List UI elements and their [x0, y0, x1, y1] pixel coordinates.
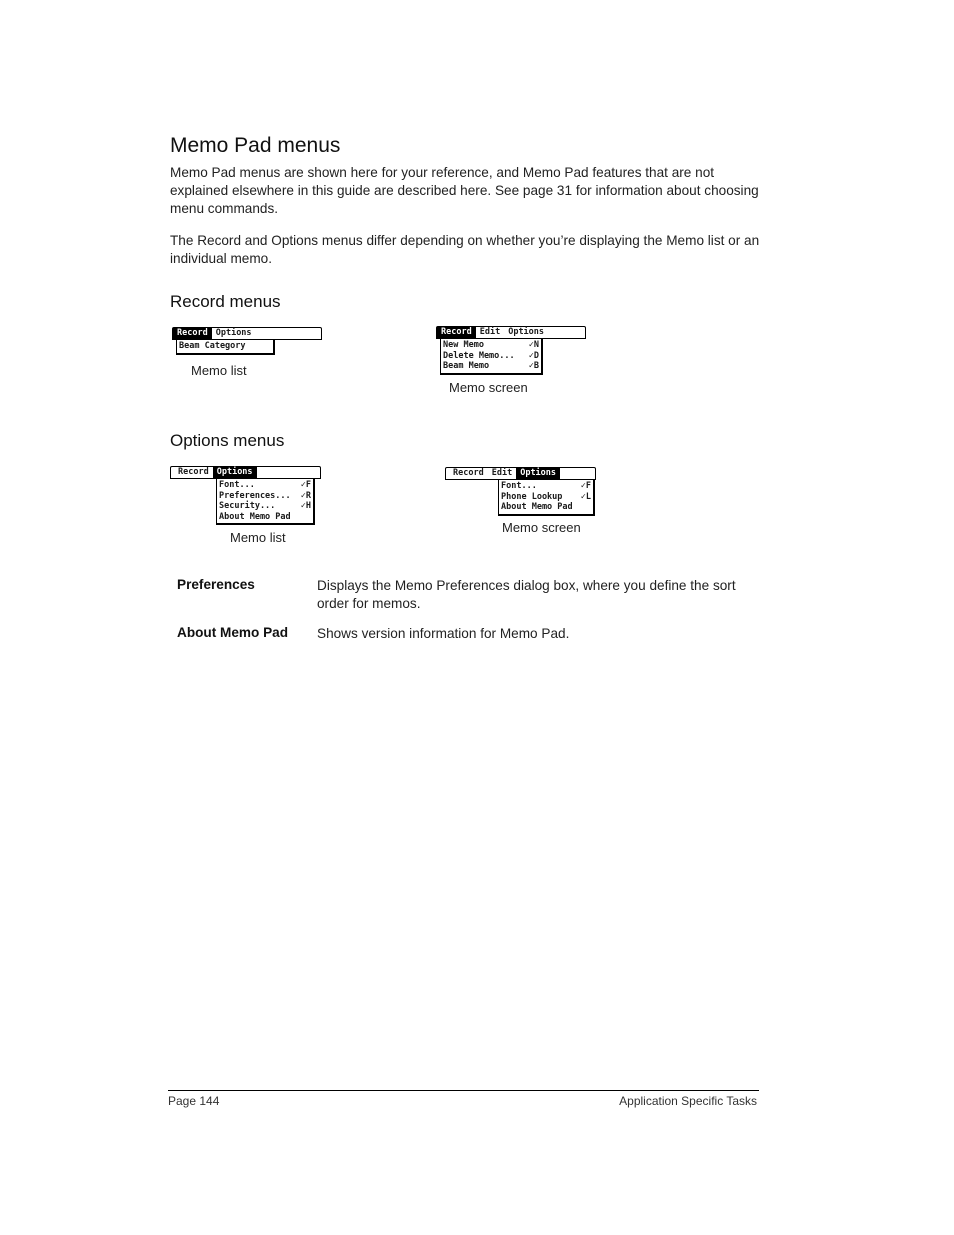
- definition-description: Displays the Memo Preferences dialog box, where you define the sort order for memos.: [317, 578, 736, 611]
- menu-bar-options: Options: [516, 468, 560, 479]
- definition-term: About Memo Pad: [177, 625, 289, 640]
- menu-bar-record: Record: [173, 328, 212, 339]
- figure-caption: Memo screen: [502, 520, 581, 535]
- definition-description: Shows version information for Memo Pad.: [317, 626, 570, 641]
- menu-bar-options: Options: [508, 327, 545, 337]
- options-menu-dropdown: [216, 478, 315, 525]
- record-menu-dropdown: [440, 338, 543, 375]
- options-menus-heading: Options menus: [170, 431, 285, 450]
- record-menu-dropdown: [176, 339, 275, 355]
- menu-bar-record: Record: [437, 327, 476, 338]
- menu-item-font: Font... ✓F: [501, 481, 591, 491]
- definition-term: Preferences: [177, 577, 255, 592]
- figure-caption: Memo list: [191, 363, 247, 378]
- intro-paragraph-2: The Record and Options menus differ depending on whether you’re displaying the Memo list or an individual memo.: [170, 233, 760, 266]
- menu-item-about: About Memo Pad: [501, 502, 573, 512]
- menu-bar-options: Options: [215, 328, 252, 338]
- figure-caption: Memo screen: [449, 380, 528, 395]
- options-menu-dropdown: [498, 479, 595, 516]
- menu-bar-options: Options: [213, 467, 257, 478]
- menu-bar-record: Record: [453, 468, 484, 478]
- chapter-title: Application Specific Tasks: [619, 1094, 757, 1108]
- menu-item-delete-memo: Delete Memo... ✓D: [443, 350, 539, 361]
- figure-caption: Memo list: [230, 530, 286, 545]
- page-title: Memo Pad menus: [170, 134, 341, 157]
- footer-rule: [168, 1090, 759, 1091]
- page-number: Page 144: [168, 1094, 220, 1108]
- menu-item-about: About Memo Pad: [219, 511, 291, 522]
- menu-item: Beam Category: [179, 341, 246, 351]
- menu-bar-edit: Edit: [479, 327, 501, 337]
- record-menus-heading: Record menus: [170, 292, 281, 311]
- menu-item-preferences: Preferences... ✓R: [219, 490, 311, 501]
- menu-item-security: Security... ✓H: [219, 501, 311, 511]
- menu-bar-edit: Edit: [491, 468, 513, 478]
- intro-paragraph: Memo Pad menus are shown here for your reference, and Memo Pad features that are not explained elsewhere in this guide are described here. See page 31 for information about choosing menu commands.: [170, 165, 759, 216]
- menu-item-phone-lookup: Phone Lookup ✓L: [501, 491, 591, 502]
- menu-item-new-memo: New Memo ✓N: [443, 340, 539, 350]
- menu-item-beam-memo: Beam Memo ✓B: [443, 361, 539, 371]
- menu-item-font: Font... ✓F: [219, 480, 311, 490]
- menu-bar-record: Record: [178, 467, 209, 477]
